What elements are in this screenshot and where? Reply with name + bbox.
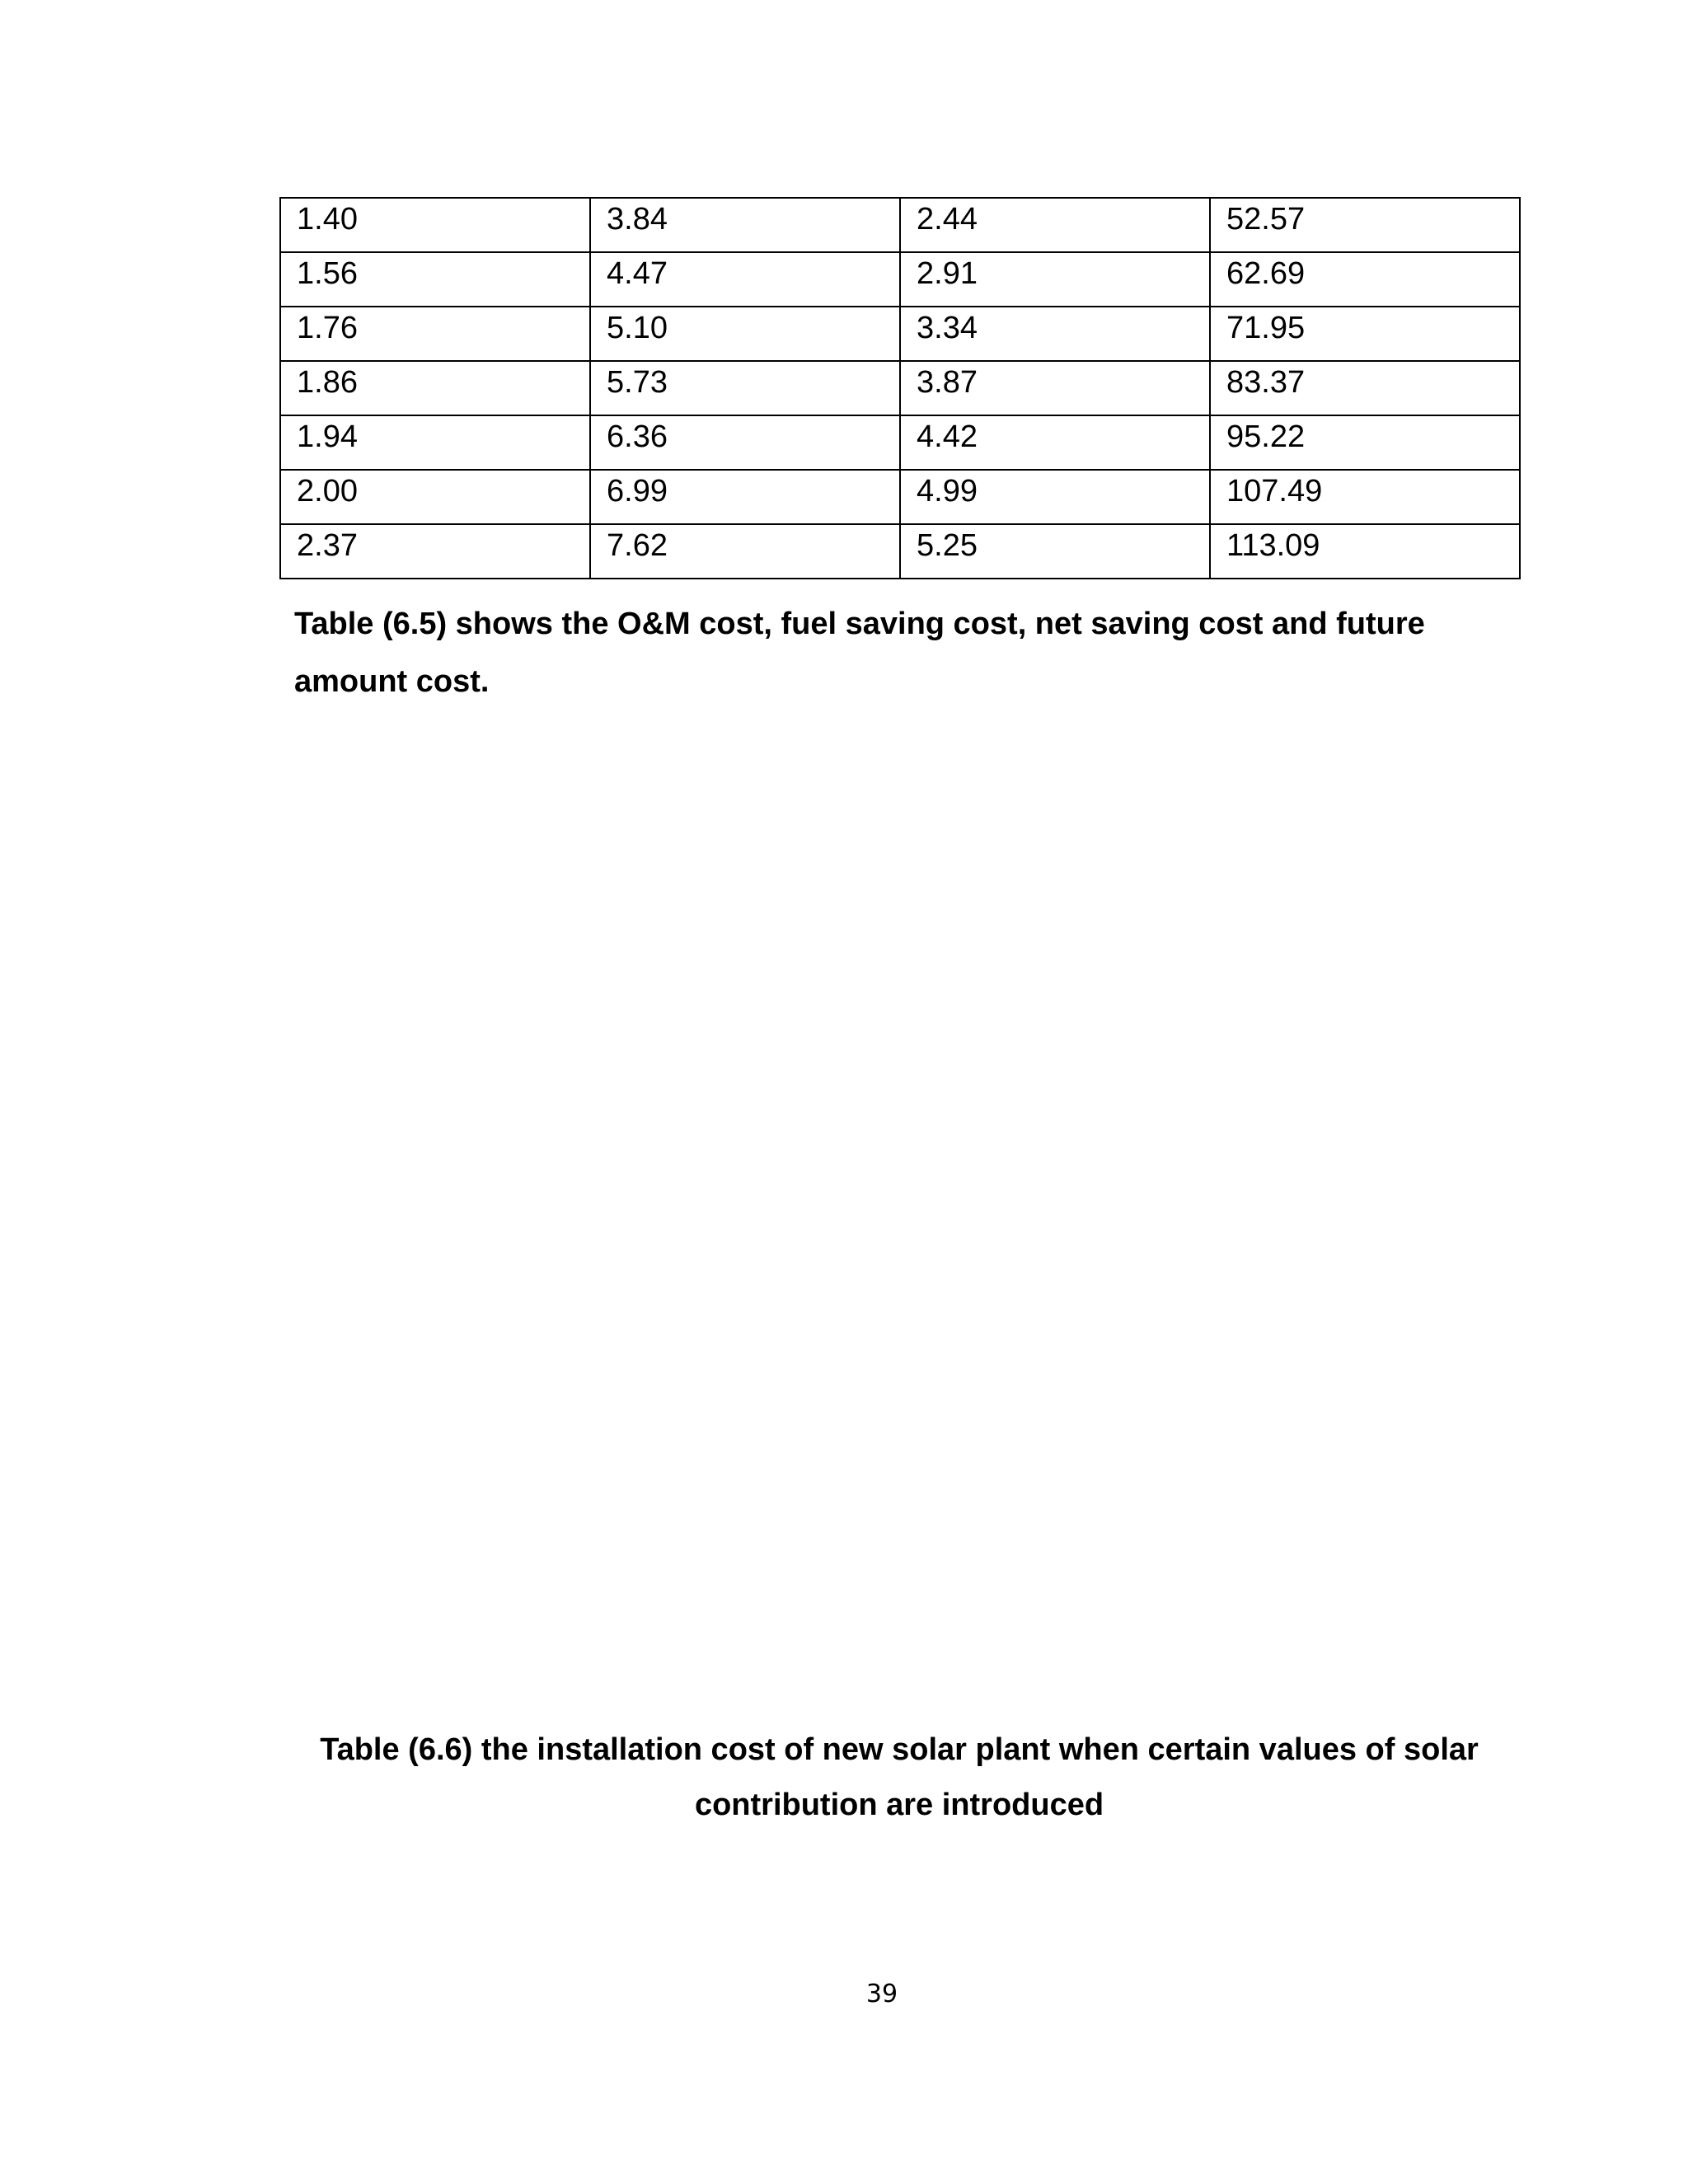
table-cell: 1.94 xyxy=(280,415,590,470)
table-row xyxy=(280,198,1520,252)
table-cell: 3.84 xyxy=(590,198,900,252)
table-cell: 1.56 xyxy=(280,252,590,307)
table-row xyxy=(280,470,1520,524)
table-row xyxy=(280,361,1520,415)
cost-table xyxy=(279,197,1521,579)
table-cell: 1.76 xyxy=(280,307,590,361)
table-cell: 2.44 xyxy=(900,198,1210,252)
table-cell: 4.47 xyxy=(590,252,900,307)
table-cell: 62.69 xyxy=(1210,252,1520,307)
table-cell: 1.86 xyxy=(280,361,590,415)
table-cell: 3.34 xyxy=(900,307,1210,361)
table-6-5-caption: Table (6.5) shows the O&M cost, fuel saving cost, net saving cost and future amount cost. xyxy=(294,607,1425,699)
table-cell: 5.25 xyxy=(900,524,1210,579)
table-6-6-caption: Table (6.6) the installation cost of new solar plant when certain values of solar contribution are introduced xyxy=(320,1732,1479,1822)
table-cell: 2.91 xyxy=(900,252,1210,307)
table-cell: 2.00 xyxy=(280,470,590,524)
table-row xyxy=(280,252,1520,307)
table-cell: 5.10 xyxy=(590,307,900,361)
table-row xyxy=(280,524,1520,579)
table-cell: 52.57 xyxy=(1210,198,1520,252)
table-cell: 5.73 xyxy=(590,361,900,415)
table-cell: 71.95 xyxy=(1210,307,1520,361)
table-cell: 6.99 xyxy=(590,470,900,524)
table-cell: 6.36 xyxy=(590,415,900,470)
table-cell: 1.40 xyxy=(280,198,590,252)
table-cell: 4.99 xyxy=(900,470,1210,524)
table-cell: 7.62 xyxy=(590,524,900,579)
table-cell: 95.22 xyxy=(1210,415,1520,470)
table-cell: 83.37 xyxy=(1210,361,1520,415)
table-cell: 2.37 xyxy=(280,524,590,579)
table-cell: 113.09 xyxy=(1210,524,1520,579)
page-number: 39 xyxy=(865,1980,898,2008)
table-cell: 107.49 xyxy=(1210,470,1520,524)
table-cell: 4.42 xyxy=(900,415,1210,470)
table-cell: 3.87 xyxy=(900,361,1210,415)
table-row xyxy=(280,415,1520,470)
table-row xyxy=(280,307,1520,361)
